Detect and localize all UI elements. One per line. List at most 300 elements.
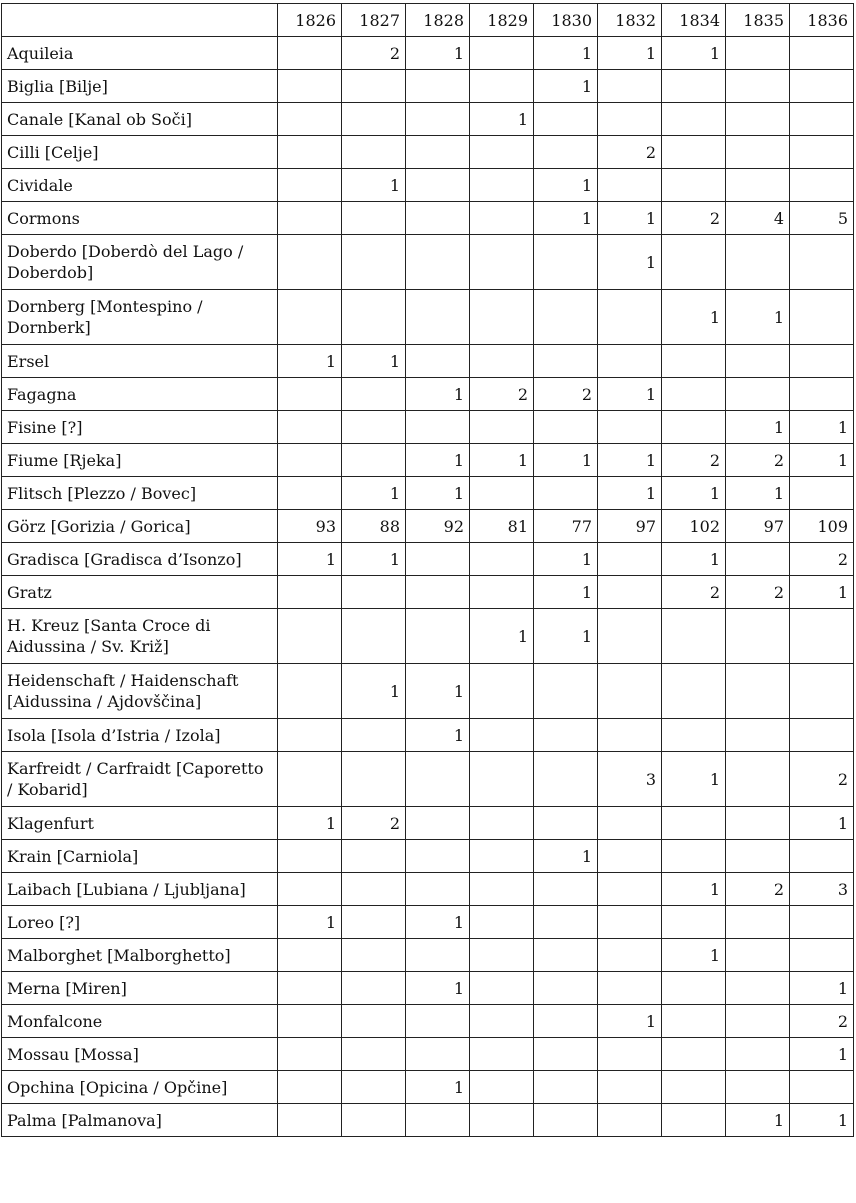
count-cell	[598, 169, 662, 202]
count-cell	[342, 411, 406, 444]
count-cell	[470, 477, 534, 510]
place-name-cell: Opchina [Opicina / Opčine]	[2, 1071, 278, 1104]
year-header: 1829	[470, 4, 534, 37]
count-cell	[662, 972, 726, 1005]
count-cell: 2	[470, 378, 534, 411]
count-cell: 97	[726, 510, 790, 543]
count-cell	[406, 1038, 470, 1071]
count-cell	[406, 939, 470, 972]
count-cell: 1	[662, 543, 726, 576]
count-cell	[406, 840, 470, 873]
count-cell	[342, 752, 406, 807]
count-cell	[790, 235, 854, 290]
count-cell	[790, 609, 854, 664]
count-cell	[598, 906, 662, 939]
count-cell	[278, 1005, 342, 1038]
count-cell: 1	[790, 807, 854, 840]
count-cell	[278, 103, 342, 136]
count-cell: 1	[534, 543, 598, 576]
count-cell	[278, 873, 342, 906]
place-name-cell: Klagenfurt	[2, 807, 278, 840]
count-cell	[406, 873, 470, 906]
count-cell: 1	[790, 1104, 854, 1137]
table-row	[2, 719, 854, 752]
count-cell	[342, 1104, 406, 1137]
count-cell: 1	[406, 972, 470, 1005]
count-cell	[790, 840, 854, 873]
count-cell	[726, 103, 790, 136]
count-cell	[726, 37, 790, 70]
count-cell	[598, 873, 662, 906]
count-cell	[534, 1005, 598, 1038]
count-cell	[790, 136, 854, 169]
count-cell	[342, 873, 406, 906]
count-cell: 1	[598, 235, 662, 290]
count-cell	[470, 169, 534, 202]
count-cell: 1	[278, 906, 342, 939]
count-cell	[278, 840, 342, 873]
place-name-cell: Gradisca [Gradisca d’Isonzo]	[2, 543, 278, 576]
count-cell	[470, 37, 534, 70]
count-cell: 1	[534, 576, 598, 609]
table-row	[2, 169, 854, 202]
count-cell	[278, 752, 342, 807]
place-name-cell: Ersel	[2, 345, 278, 378]
count-cell	[342, 136, 406, 169]
count-cell: 1	[726, 1104, 790, 1137]
place-name-cell: Laibach [Lubiana / Ljubljana]	[2, 873, 278, 906]
table-row	[2, 444, 854, 477]
count-cell: 1	[790, 972, 854, 1005]
table-row	[2, 136, 854, 169]
count-cell	[790, 664, 854, 719]
count-cell	[470, 1071, 534, 1104]
count-cell: 2	[662, 202, 726, 235]
place-name-cell: Mossau [Mossa]	[2, 1038, 278, 1071]
count-cell	[278, 1038, 342, 1071]
count-cell	[470, 235, 534, 290]
count-cell: 1	[278, 543, 342, 576]
count-cell	[662, 664, 726, 719]
count-cell	[726, 609, 790, 664]
table-row	[2, 510, 854, 543]
count-cell	[534, 411, 598, 444]
count-cell	[726, 378, 790, 411]
count-cell	[726, 345, 790, 378]
table-row	[2, 235, 854, 290]
table-row	[2, 477, 854, 510]
count-cell	[470, 1038, 534, 1071]
count-cell	[534, 906, 598, 939]
count-cell	[726, 664, 790, 719]
count-cell	[534, 1104, 598, 1137]
count-cell	[406, 543, 470, 576]
count-cell	[342, 840, 406, 873]
place-name-cell: Cilli [Celje]	[2, 136, 278, 169]
count-cell	[790, 169, 854, 202]
count-cell: 3	[598, 752, 662, 807]
count-cell	[342, 576, 406, 609]
count-cell: 1	[790, 444, 854, 477]
table-row	[2, 1104, 854, 1137]
table-row	[2, 543, 854, 576]
count-cell: 2	[790, 1005, 854, 1038]
count-cell	[278, 136, 342, 169]
count-cell	[406, 807, 470, 840]
count-cell: 1	[726, 411, 790, 444]
count-cell	[598, 576, 662, 609]
count-cell	[470, 719, 534, 752]
count-cell	[662, 235, 726, 290]
count-cell	[598, 1071, 662, 1104]
count-cell	[534, 290, 598, 345]
count-cell: 1	[726, 290, 790, 345]
count-cell	[534, 972, 598, 1005]
count-cell	[534, 752, 598, 807]
count-cell	[342, 1071, 406, 1104]
count-cell: 1	[406, 444, 470, 477]
count-cell	[598, 840, 662, 873]
count-cell	[534, 136, 598, 169]
count-cell	[278, 37, 342, 70]
count-cell	[470, 972, 534, 1005]
count-cell: 2	[662, 444, 726, 477]
count-cell	[534, 664, 598, 719]
count-cell	[662, 1071, 726, 1104]
count-cell: 5	[790, 202, 854, 235]
count-cell	[598, 345, 662, 378]
year-header: 1827	[342, 4, 406, 37]
count-cell	[726, 543, 790, 576]
place-name-cell: Heidenschaft / Haidenschaft [Aidussina / Ajdovščina]	[2, 664, 278, 719]
count-cell	[406, 1104, 470, 1137]
count-cell	[726, 807, 790, 840]
table-row	[2, 202, 854, 235]
count-cell	[534, 235, 598, 290]
table-row	[2, 37, 854, 70]
count-cell: 1	[406, 906, 470, 939]
count-cell: 1	[470, 444, 534, 477]
count-cell: 1	[342, 477, 406, 510]
count-cell: 109	[790, 510, 854, 543]
table-row	[2, 411, 854, 444]
count-cell	[598, 719, 662, 752]
place-name-cell: Aquileia	[2, 37, 278, 70]
count-cell	[406, 103, 470, 136]
count-cell	[662, 136, 726, 169]
count-cell	[470, 1104, 534, 1137]
place-name-cell: Palma [Palmanova]	[2, 1104, 278, 1137]
count-cell: 1	[662, 873, 726, 906]
count-cell	[470, 136, 534, 169]
count-cell: 92	[406, 510, 470, 543]
count-cell	[406, 202, 470, 235]
count-cell: 1	[662, 37, 726, 70]
count-cell	[726, 136, 790, 169]
place-name-cell: Biglia [Bilje]	[2, 70, 278, 103]
count-cell	[278, 235, 342, 290]
table-row	[2, 70, 854, 103]
count-cell	[406, 1005, 470, 1038]
count-cell	[342, 235, 406, 290]
count-cell: 2	[790, 752, 854, 807]
count-cell: 1	[534, 70, 598, 103]
count-cell	[598, 103, 662, 136]
count-cell: 1	[406, 477, 470, 510]
place-name-cell: Isola [Isola d’Istria / Izola]	[2, 719, 278, 752]
count-cell: 1	[598, 37, 662, 70]
count-cell	[534, 477, 598, 510]
place-name-cell: Krain [Carniola]	[2, 840, 278, 873]
count-cell	[662, 1005, 726, 1038]
count-cell: 1	[534, 444, 598, 477]
count-cell: 1	[598, 378, 662, 411]
count-cell: 1	[470, 609, 534, 664]
count-cell: 1	[278, 807, 342, 840]
count-cell	[598, 411, 662, 444]
count-cell	[534, 1038, 598, 1071]
count-cell	[726, 752, 790, 807]
place-name-cell: Fagagna	[2, 378, 278, 411]
count-cell: 1	[534, 37, 598, 70]
table-row	[2, 972, 854, 1005]
count-cell: 1	[534, 609, 598, 664]
count-cell	[790, 378, 854, 411]
count-cell	[598, 972, 662, 1005]
count-cell	[598, 664, 662, 719]
table-row	[2, 840, 854, 873]
count-cell	[278, 477, 342, 510]
count-cell	[470, 840, 534, 873]
count-cell	[278, 664, 342, 719]
count-cell: 1	[406, 378, 470, 411]
count-cell: 1	[790, 1038, 854, 1071]
count-cell	[662, 807, 726, 840]
place-name-cell: Malborghet [Malborghetto]	[2, 939, 278, 972]
count-cell	[534, 873, 598, 906]
count-cell	[790, 290, 854, 345]
count-cell	[406, 169, 470, 202]
count-cell	[534, 939, 598, 972]
count-cell: 1	[598, 202, 662, 235]
count-cell	[470, 411, 534, 444]
table-row	[2, 664, 854, 719]
table-row	[2, 807, 854, 840]
count-cell	[534, 807, 598, 840]
count-cell: 1	[470, 103, 534, 136]
count-cell	[342, 103, 406, 136]
count-cell	[278, 972, 342, 1005]
count-cell	[662, 103, 726, 136]
place-name-cell: Canale [Kanal ob Soči]	[2, 103, 278, 136]
count-cell: 2	[342, 37, 406, 70]
count-cell: 1	[598, 444, 662, 477]
table-row	[2, 576, 854, 609]
count-cell: 1	[406, 664, 470, 719]
count-cell	[726, 719, 790, 752]
count-cell: 1	[342, 169, 406, 202]
count-cell	[342, 202, 406, 235]
count-cell: 1	[342, 345, 406, 378]
corner-cell	[2, 4, 278, 37]
count-cell	[470, 345, 534, 378]
count-cell	[726, 1071, 790, 1104]
count-cell	[534, 345, 598, 378]
table-row	[2, 752, 854, 807]
count-cell	[278, 70, 342, 103]
count-cell	[662, 169, 726, 202]
count-cell	[470, 576, 534, 609]
place-name-cell: H. Kreuz [Santa Croce di Aidussina / Sv. Križ]	[2, 609, 278, 664]
place-name-cell: Fisine [?]	[2, 411, 278, 444]
count-cell	[470, 543, 534, 576]
count-cell	[790, 477, 854, 510]
table-row	[2, 378, 854, 411]
count-cell: 1	[662, 752, 726, 807]
count-cell	[662, 1038, 726, 1071]
count-cell	[598, 939, 662, 972]
count-cell: 1	[278, 345, 342, 378]
count-cell: 97	[598, 510, 662, 543]
count-cell: 1	[790, 411, 854, 444]
count-cell	[278, 290, 342, 345]
table-row	[2, 103, 854, 136]
count-cell: 2	[726, 576, 790, 609]
count-cell	[278, 939, 342, 972]
count-cell	[598, 543, 662, 576]
count-cell: 3	[790, 873, 854, 906]
count-cell	[598, 1038, 662, 1071]
count-cell	[406, 576, 470, 609]
count-cell	[662, 70, 726, 103]
place-name-cell: Flitsch [Plezzo / Bovec]	[2, 477, 278, 510]
count-cell	[406, 609, 470, 664]
count-cell	[662, 609, 726, 664]
table-row	[2, 906, 854, 939]
count-cell: 1	[406, 37, 470, 70]
count-cell	[662, 378, 726, 411]
count-cell: 88	[342, 510, 406, 543]
count-cell: 1	[662, 939, 726, 972]
count-cell	[726, 972, 790, 1005]
count-cell	[278, 609, 342, 664]
count-cell	[790, 939, 854, 972]
count-cell	[726, 840, 790, 873]
table-row	[2, 345, 854, 378]
table-row	[2, 290, 854, 345]
count-cell	[406, 752, 470, 807]
count-cell	[278, 444, 342, 477]
count-cell: 93	[278, 510, 342, 543]
count-cell: 2	[726, 444, 790, 477]
count-cell	[726, 939, 790, 972]
place-name-cell: Loreo [?]	[2, 906, 278, 939]
count-cell	[470, 664, 534, 719]
table-row	[2, 1038, 854, 1071]
count-cell	[598, 1104, 662, 1137]
count-cell	[598, 70, 662, 103]
table-row	[2, 1071, 854, 1104]
year-header: 1835	[726, 4, 790, 37]
year-header: 1834	[662, 4, 726, 37]
count-cell	[278, 576, 342, 609]
place-name-cell: Cormons	[2, 202, 278, 235]
count-cell	[790, 906, 854, 939]
count-cell: 2	[662, 576, 726, 609]
table-row	[2, 939, 854, 972]
count-cell	[342, 609, 406, 664]
count-cell	[278, 169, 342, 202]
count-cell	[534, 1071, 598, 1104]
count-cell: 2	[534, 378, 598, 411]
count-cell: 2	[726, 873, 790, 906]
count-cell: 81	[470, 510, 534, 543]
count-cell	[470, 1005, 534, 1038]
year-header: 1832	[598, 4, 662, 37]
count-cell	[342, 1005, 406, 1038]
count-cell	[278, 1104, 342, 1137]
count-cell	[662, 719, 726, 752]
count-cell: 1	[790, 576, 854, 609]
count-cell	[790, 345, 854, 378]
count-cell: 1	[534, 202, 598, 235]
count-cell	[790, 103, 854, 136]
count-cell	[662, 345, 726, 378]
table-row	[2, 1005, 854, 1038]
count-cell	[278, 378, 342, 411]
place-name-cell: Cividale	[2, 169, 278, 202]
count-cell	[726, 906, 790, 939]
count-cell	[342, 939, 406, 972]
place-name-cell: Dornberg [Montespino / Dornberk]	[2, 290, 278, 345]
count-cell	[342, 719, 406, 752]
count-cell: 1	[406, 719, 470, 752]
count-cell	[406, 345, 470, 378]
count-cell: 1	[534, 840, 598, 873]
count-cell	[342, 378, 406, 411]
count-cell	[470, 290, 534, 345]
count-cell	[406, 70, 470, 103]
count-cell	[278, 411, 342, 444]
count-cell: 4	[726, 202, 790, 235]
year-header: 1830	[534, 4, 598, 37]
count-cell: 1	[662, 290, 726, 345]
count-cell: 2	[790, 543, 854, 576]
count-cell	[662, 906, 726, 939]
count-cell	[790, 1071, 854, 1104]
count-cell	[342, 444, 406, 477]
count-cell: 77	[534, 510, 598, 543]
count-cell: 1	[662, 477, 726, 510]
count-cell: 1	[598, 477, 662, 510]
count-cell	[342, 70, 406, 103]
count-cell	[278, 1071, 342, 1104]
count-cell: 1	[534, 169, 598, 202]
place-year-table	[1, 3, 854, 1137]
count-cell	[278, 719, 342, 752]
count-cell: 102	[662, 510, 726, 543]
count-cell	[726, 1038, 790, 1071]
table-row	[2, 873, 854, 906]
count-cell	[726, 169, 790, 202]
year-header: 1826	[278, 4, 342, 37]
year-header: 1828	[406, 4, 470, 37]
place-name-cell: Gratz	[2, 576, 278, 609]
count-cell	[406, 235, 470, 290]
count-cell: 2	[342, 807, 406, 840]
count-cell: 1	[342, 664, 406, 719]
count-cell	[470, 70, 534, 103]
